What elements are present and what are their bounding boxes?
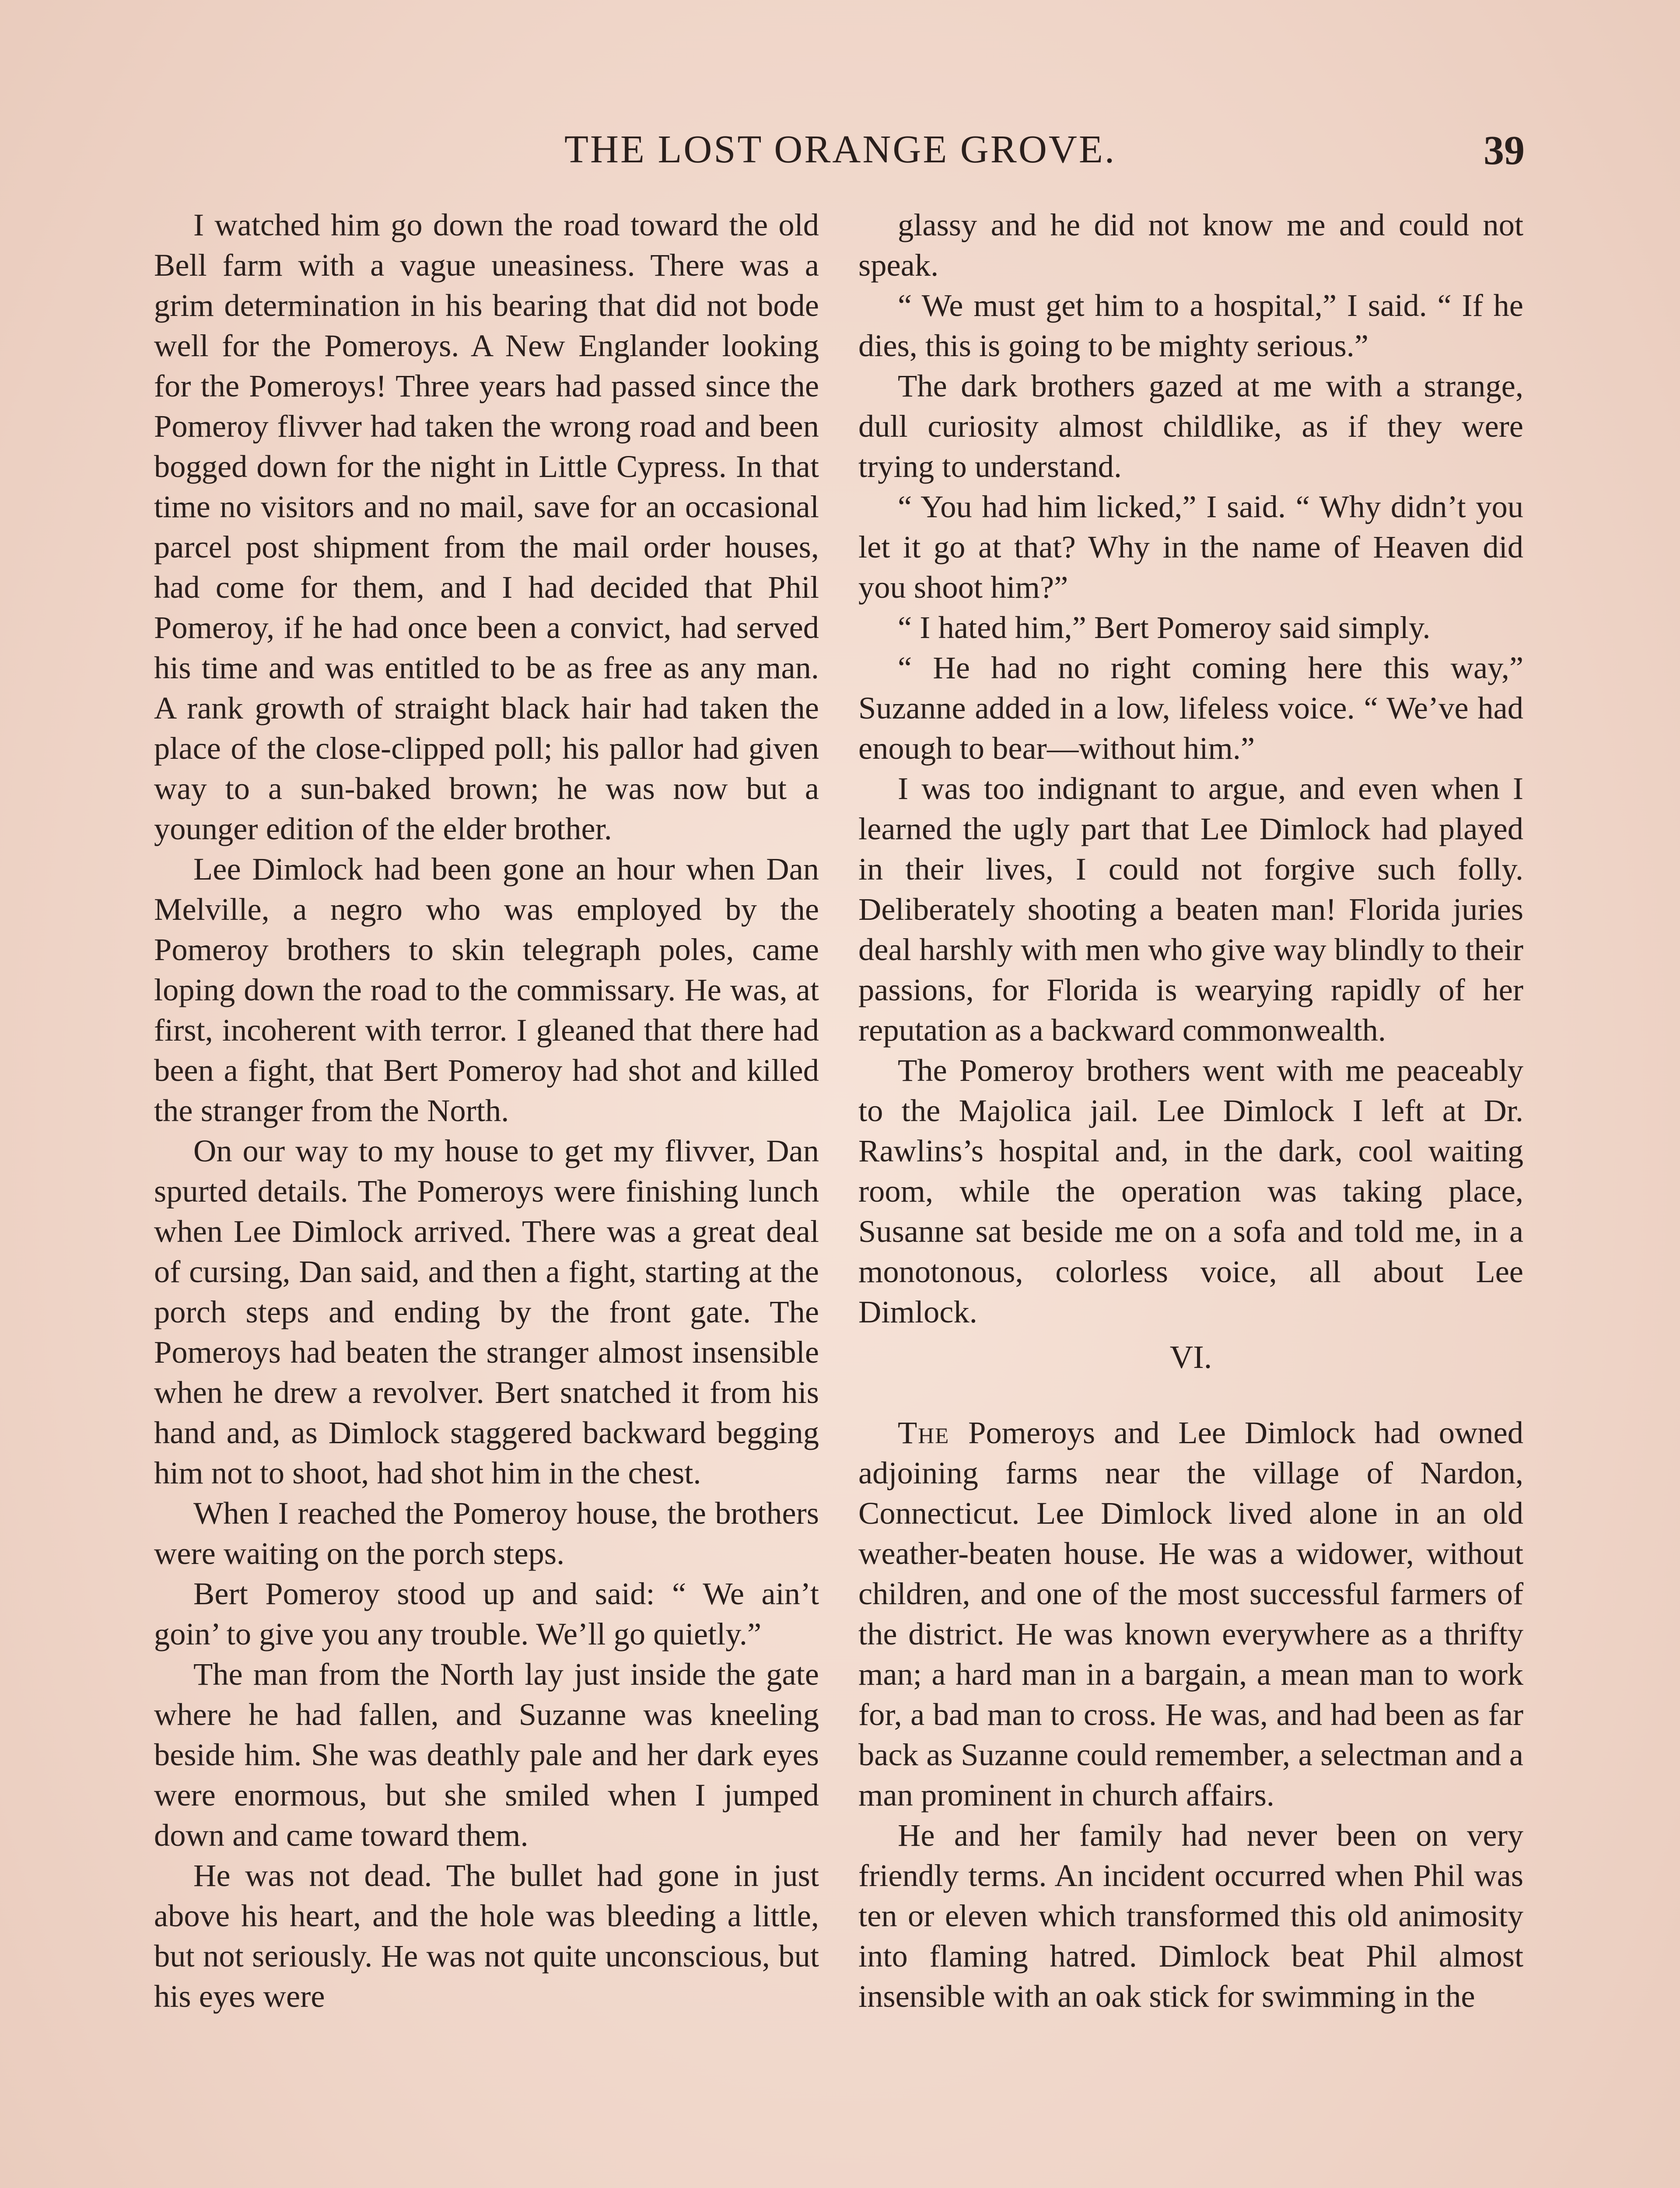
paragraph: The dark brothers gazed at me with a strange, dull curiosity almost childlike, as if they were trying to understand. <box>858 368 1523 484</box>
paragraph: Lee Dimlock had been gone an hour when Dan Melville, a negro who was employed by the Pomeroy brothers to skin telegraph poles, came loping down the road to the commissary. He was, at first, incoherent with terror. I gleaned that there had been a fight, that Bert Pomeroy had shot and killed the stranger from the North. <box>154 851 819 1128</box>
paragraph: “ He had no right coming here this way,” Suzanne added in a low, lifeless voice. “ We’ve had enough to bear—without him.” <box>858 650 1523 766</box>
paragraph: On our way to my house to get my flivver, Dan spurted details. The Pomeroys were finishing lunch when Lee Dimlock arrived. There was a great deal of cursing, Dan said, and then a fight, starting at the porch steps and ending by the front gate. The Pomeroys had beaten the stranger almost insensible when he drew a revolver. Bert snatched it from his hand and, as Dimlock staggered backward begging him not to shoot, had shot him in the chest. <box>154 1133 819 1490</box>
paragraph: The man from the North lay just inside the gate where he had fallen, and Suzanne was kneeling beside him. She was deathly pale and her dark eyes were enormous, but she smiled when I jumped down and came toward them. <box>154 1656 819 1853</box>
section-first-paragraph <box>858 1413 1523 1815</box>
paragraph: “ I hated him,” Bert Pomeroy said simply. <box>898 610 1431 645</box>
paragraph: Bert Pomeroy stood up and said: “ We ain’t goin’ to give you any trouble. We’ll go quietly.” <box>154 1576 819 1652</box>
paragraph: “ We must get him to a hospital,” I said. “ If he dies, this is going to be mighty serious.” <box>858 288 1523 363</box>
section-first-word: The <box>898 1415 950 1450</box>
paragraph: The Pomeroy brothers went with me peaceably to the Majolica jail. Lee Dimlock I left at Dr. Rawlins’s hospital and, in the dark, cool waiting room, while the operation was taking place, Susanne sat beside me on a sofa and told me, in a monotonous, colorless voice, all about Lee Dimlock. <box>858 1052 1523 1329</box>
paragraph: “ You had him licked,” I said. “ Why didn’t you let it go at that? Why in the name of Heaven did you shoot him?” <box>858 489 1523 605</box>
page-number: 39 <box>1484 128 1525 173</box>
page-header <box>0 127 1680 184</box>
left-column <box>154 205 819 2188</box>
paragraph: When I reached the Pomeroy house, the brothers were waiting on the porch steps. <box>154 1495 819 1571</box>
paragraph: He was not dead. The bullet had gone in just above his heart, and the hole was bleeding a little, but not seriously. He was not quite unconscious, but his eyes were <box>154 1858 819 2014</box>
section-heading: VI. <box>1169 1339 1212 1375</box>
section-first-paragraph-text: Pomeroys and Lee Dimlock had owned adjoining farms near the village of Nardon, Connecticut. Lee Dimlock lived alone in an old weather-beaten house. He was a widower, without children, and one of the most successful farmers of the district. He was known everywhere as a thrifty man; a hard man in a bargain, a mean man to work for, a bad man to cross. He was, and had been as far back as Suzanne could remember, a selectman and a man prominent in church affairs. <box>858 1415 1523 1813</box>
paragraph: I watched him go down the road toward the old Bell farm with a vague uneasiness. There was a grim determination in his bearing that did not bode well for the Pomeroys. A New Englander looking for the Pomeroys! Three years had passed since the Pomeroy flivver had taken the wrong road and been bogged down for the night in Little Cypress. In that time no visitors and no mail, save for an occasional parcel post shipment from the mail order houses, had come for them, and I had decided that Phil Pomeroy, if he had once been a convict, had served his time and was entitled to be as free as any man. A rank growth of straight black hair had taken the place of the close-clipped poll; his pallor had given way to a sun-baked brown; he was now but a younger edition of the elder brother. <box>154 207 819 846</box>
paragraph: He and her family had never been on very friendly terms. An incident occurred when Phil was ten or eleven which transformed this old animosity into flaming hatred. Dimlock beat Phil almost insensible with an oak stick for swimming in the <box>858 1817 1523 2014</box>
right-column <box>858 205 1523 2188</box>
paragraph: glassy and he did not know me and could not speak. <box>858 207 1523 283</box>
running-title: THE LOST ORANGE GROVE. <box>564 128 1116 171</box>
paragraph: I was too indignant to argue, and even when I learned the ugly part that Lee Dimlock had played in their lives, I could not forgive such folly. Deliberately shooting a beaten man! Florida juries deal harshly with men who give way blindly to their passions, for Florida is wearying rapidly of her reputation as a backward commonwealth. <box>858 771 1523 1048</box>
